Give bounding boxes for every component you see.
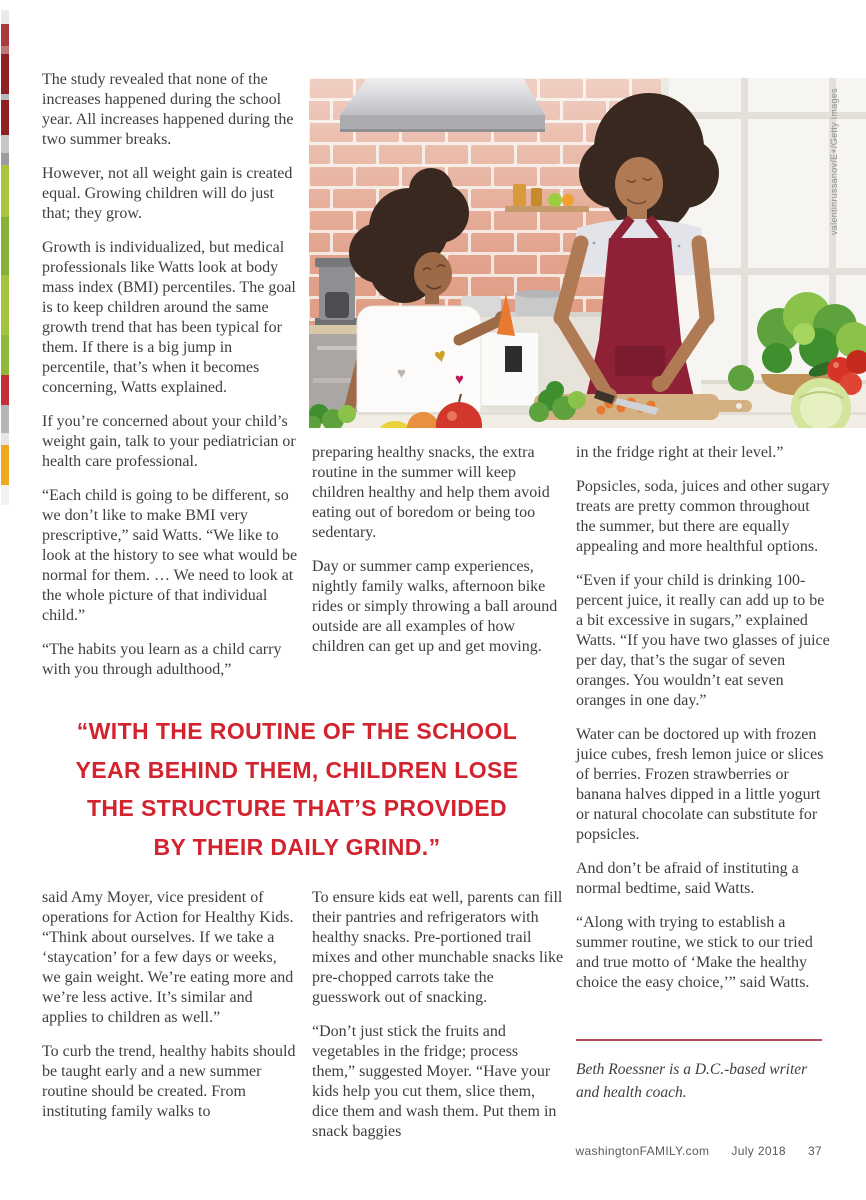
edge-strip-segment	[1, 375, 9, 405]
edge-strip-segment	[1, 24, 9, 46]
body-paragraph: “Along with trying to establish a summer routine, we stick to our tried and true motto of ‘Make the healthy choice the easy choice,’” said Watts.	[576, 914, 813, 991]
footer-issue: July 2018	[731, 1144, 786, 1158]
body-paragraph: The study revealed that none of the increases happened during the school year. All increases happened during the two summer breaks.	[42, 71, 294, 148]
body-paragraph: “The habits you learn as a child carry with you through adulthood,”	[42, 641, 282, 678]
body-paragraph: Day or summer camp experiences, nightly family walks, afternoon bike rides or simply throwing a ball around outside are all examples of how children can get up and get moving.	[312, 558, 558, 655]
body-paragraph: If you’re concerned about your child’s weight gain, talk to your pediatrician or health care professional.	[42, 413, 296, 470]
body-paragraph: said Amy Moyer, vice president of operations for Action for Healthy Kids. “Think about ourselves. If we take a ‘staycation’ for a few days or weeks, we gain weight. We’re eating more and we’re less active. It’s similar and applies to children as well.”	[42, 889, 294, 1026]
range-hood-icon	[340, 78, 545, 132]
footer-site: washingtonFAMILY.com	[575, 1144, 710, 1158]
edge-strip-segment	[1, 335, 9, 375]
body-paragraph: “Even if your child is drinking 100-percent juice, it really can add up to be a bit excessive in sugars,” explained Watts. “If you have two glasses of juice per day, that’s the sugar of seven oranges. You wouldn’t eat seven oranges in one day.”	[576, 572, 830, 709]
edge-strip-segment	[1, 135, 9, 153]
edge-strip-segment	[1, 100, 9, 135]
edge-strip-segment	[1, 10, 9, 24]
edge-strip-segment	[1, 217, 9, 275]
pull-quote-line: YEAR BEHIND THEM, CHILDREN LOSE	[75, 756, 519, 783]
body-paragraph: Growth is individualized, but medical professionals like Watts look at body mass index (BMI) percentiles. The goal is to keep children around the same growth trend that has been typical for them. If there is a big jump in percentile, that’s when it becomes concerning, Watts explained.	[42, 239, 296, 396]
edge-strip-segment	[1, 153, 9, 165]
edge-strip-segment	[1, 46, 9, 54]
body-paragraph: “Don’t just stick the fruits and vegetables in the fridge; process them,” suggested Moyer. “Have your kids help you cut them, slice them, dice them and wash them. Put them in snack baggies	[312, 1023, 557, 1140]
body-paragraph: However, not all weight gain is created equal. Growing children will do just that; they grow.	[42, 165, 293, 222]
body-paragraph: To ensure kids eat well, parents can fill their pantries and refrigerators with healthy snacks. Pre-portioned trail mixes and other munchable snacks like pre-chopped carrots take the guesswork out of snacking.	[312, 889, 564, 1006]
body-paragraph: preparing healthy snacks, the extra routine in the summer will keep children healthy and help them avoid eating out of boredom or being too sedentary.	[312, 444, 550, 541]
article-column-right	[576, 443, 830, 1007]
svg-text:♥: ♥	[432, 344, 449, 369]
dishwasher	[477, 332, 539, 406]
edge-strip-segment	[1, 165, 9, 217]
article-column-middle-bottom	[312, 888, 564, 1156]
body-paragraph: To curb the trend, healthy habits should be taught early and a new summer routine should be created. From instituting family walks to	[42, 1043, 296, 1120]
article-column-left-bottom	[42, 888, 298, 1136]
edge-strip-segment	[1, 275, 9, 335]
author-credit: Beth Roessner is a D.C.-based writer and health coach.	[576, 1061, 808, 1101]
article-column-middle-top	[312, 443, 560, 671]
body-paragraph: And don’t be afraid of instituting a normal bedtime, said Watts.	[576, 860, 799, 897]
kitchen-photo-illustration	[309, 78, 866, 428]
page-footer	[575, 1144, 822, 1158]
article-column-left-top	[42, 70, 298, 694]
edge-strip-segment	[1, 445, 9, 485]
pull-quote-line: BY THEIR DAILY GRIND.”	[153, 833, 441, 860]
svg-text:♥: ♥	[455, 372, 464, 388]
edge-strip-segment	[1, 433, 9, 445]
body-paragraph: in the fridge right at their level.”	[576, 444, 784, 461]
edge-strip-segment	[1, 54, 9, 94]
body-paragraph: Popsicles, soda, juices and other sugary treats are pretty common throughout the summer, but there are equally appealing and more healthful options.	[576, 478, 830, 555]
edge-strip-segment	[1, 485, 9, 505]
body-paragraph: “Each child is going to be different, so we don’t like to make BMI very prescriptive,” said Watts. “We like to look at the history to see what would be normal for them. … We need to look at the whole picture of that individual child.”	[42, 487, 298, 624]
author-divider	[576, 1039, 822, 1041]
edge-strip-segment	[1, 405, 9, 433]
body-paragraph: Water can be doctored up with frozen juice cubes, fresh lemon juice or slices of berries. Frozen strawberries or banana halves dipped in a little yogurt or natural chocolate can substitute for popsicles.	[576, 726, 824, 843]
edge-strip	[1, 10, 9, 505]
footer-page-number: 37	[807, 1144, 822, 1158]
pull-quote	[40, 712, 554, 866]
pull-quote-line: THE STRUCTURE THAT’S PROVIDED	[86, 795, 508, 821]
pull-quote-line: “WITH THE ROUTINE OF THE SCHOOL	[76, 718, 518, 744]
svg-text:♥: ♥	[397, 366, 406, 382]
kitchen-photo	[309, 78, 866, 428]
photo-credit: valentinrussanov/E+/Getty Images	[829, 88, 839, 235]
